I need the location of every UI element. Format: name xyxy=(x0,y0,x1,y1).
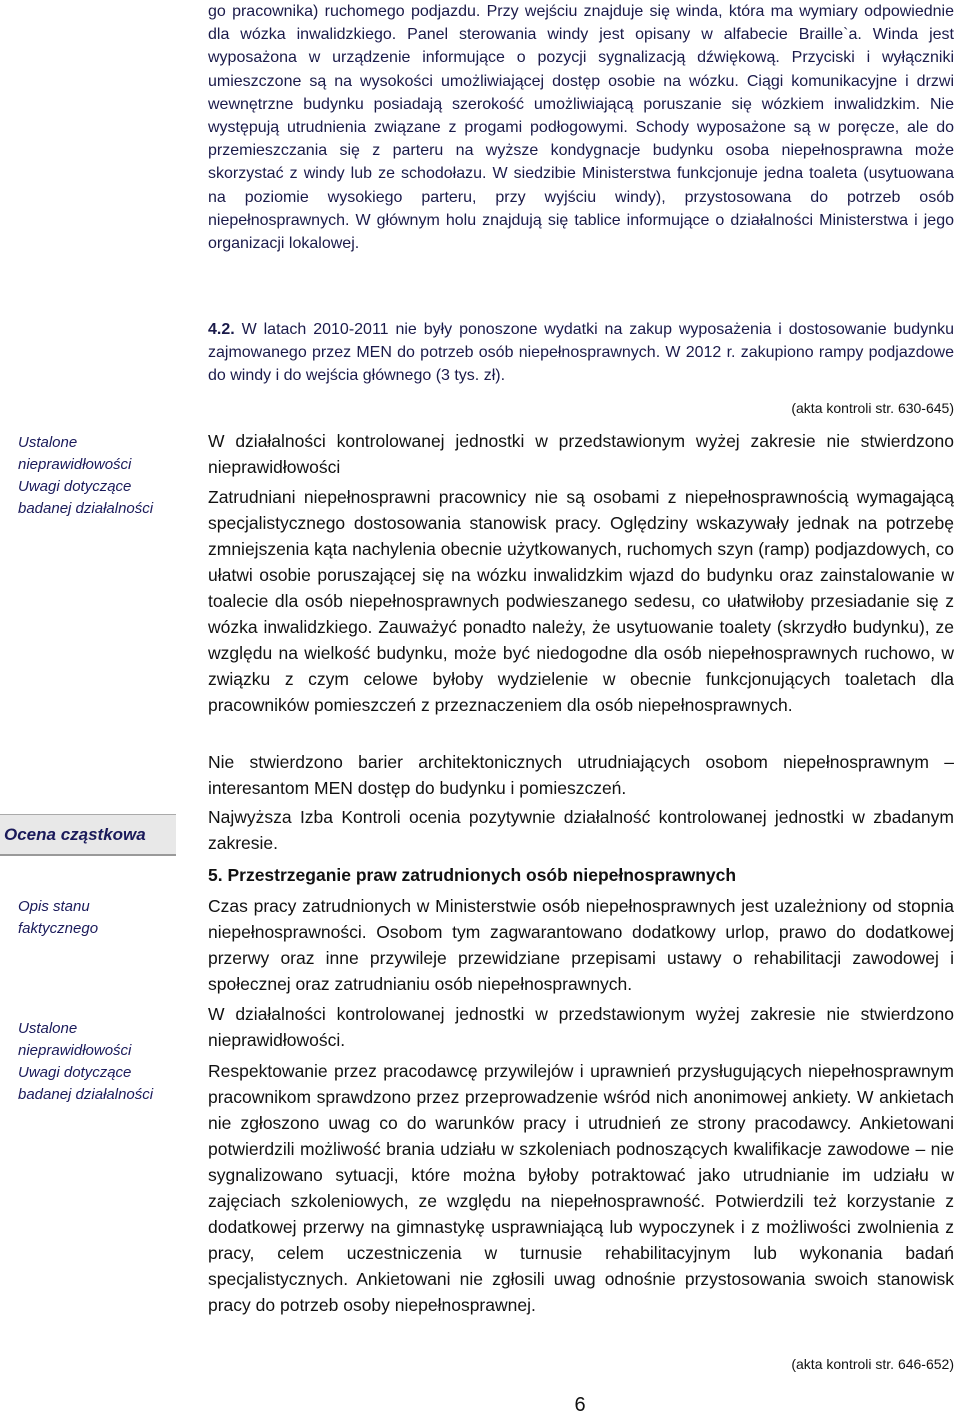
section-number: 4.2. xyxy=(208,321,235,338)
side-note-line: Ustalone xyxy=(18,434,78,451)
section-4-2 xyxy=(208,318,954,388)
section-text: W latach 2010-2011 nie były ponoszone wydatki na zakup wyposażenia i dostosowanie budynku zajmowanego przez MEN do potrzeb osób niepełnosprawnych. W 2012 r. zakupiono rampy podjazdowe do windy i do wejścia głównego (3 tys. zł). xyxy=(208,321,955,385)
remark-paragraph-2: Nie stwierdzono barier architektonicznych utrudniających osobom niepełnosprawnym – interesantom MEN dostęp do budynku i pomieszczeń. xyxy=(208,752,954,798)
section-5-paragraph: Czas pracy zatrudnionych w Ministerstwie osób niepełnosprawnych jest uzależniony od stopnia niepełnosprawności. Osobom tym zagwarantowano dodatkowy urlop, prawo do dodatkowej przerwy oraz inne przywileje przewidziane przepisami ustawy o rehabilitacji zawodowej i społecznej oraz zatrudnianiu osób niepełnosprawnych. xyxy=(208,896,954,994)
side-note-line: Opis stanu xyxy=(18,898,90,915)
side-note-line: Ustalone xyxy=(18,1020,78,1037)
remark-paragraph: Zatrudniani niepełnosprawni pracownicy nie są osobami z niepełnosprawnością wymagającą specjalistycznego dostosowania stanowisk pracy. Oględziny wskazywały jednak na potrzebę zmniejszenia kąta nachylenia obecnie użytkowanych, ruchomych szyn (ramp) podjazdowych, co ułatwi osobie poruszającej się na wózku inwalidzkim wjazd do budynku oraz zainstalowanie w toalecie dla osób niepełnosprawnych podwieszanego sedesu, co ułatwiłoby przesiadanie się z wózka inwalidzkiego. Zauważyć ponadto należy, że usytuowanie toalety (skrzydło budynku), ze względu na wielkość budynku, może być niedogodne dla osób niepełnosprawnych ruchowo, w związku z czym celowe byłoby wydzielenie w obecnie funkcjonujących toaletach dla pracowników pomieszczeń z przeznaczeniem dla osób niepełnosprawnych. xyxy=(208,487,954,715)
side-note-line: badanej działalności xyxy=(18,1086,154,1103)
finding-paragraph: W działalności kontrolowanej jednostki w przedstawionym wyżej zakresie nie stwierdzono nieprawidłowości xyxy=(208,431,954,477)
top-paragraph: go pracownika) ruchomego podjazdu. Przy wejściu znajduje się winda, która ma wymiary odpowiednie dla wózka inwalidzkiego. Panel sterowania windy jest opisany w alfabecie Braille`a. Winda jest wyposażona w urządzenie informujące o pozycji sygnalizacją dźwiękową. Przyciski i wyłączniki umieszczone są na wysokości umożliwiającej dostęp osobie na wózku. Ciągi komunikacyjne i drzwi wewnętrzne budynku posiadają szerokość umożliwiającą poruszanie się wózkiem inwalidzkim. Nie występują utrudnienia związane z progami podłogowymi. Schody wyposażone są w poręcze, ale do przemieszczania się z parteru na wyższe kondygnacje budynku osoba niepełnosprawna może skorzystać z windy lub ze schodołazu. W siedzibie Ministerstwa funkcjonuje jedna toaleta (usytuowana na poziomie wysokiego parteru, przy wyjściu windy), przystosowana do potrzeb osób niepełnosprawnych. W głównym holu znajdują się tablice informujące o działalności Ministerstwa i jego organizacji lokalowej. xyxy=(208,3,954,253)
side-note-facts xyxy=(18,896,188,940)
side-note-line: faktycznego xyxy=(18,920,99,937)
side-note-line: nieprawidłowości xyxy=(18,1042,132,1059)
side-note-line: nieprawidłowości xyxy=(18,456,132,473)
side-note-line: Uwagi dotyczące xyxy=(18,478,132,495)
partial-assessment-label: Ocena cząstkowa xyxy=(0,814,176,856)
section-5-remark: Respektowanie przez pracodawcę przywilejów i uprawnień przysługujących niepełnosprawnym pracownikom sprawdzono przez przeprowadzenie wśród nich anonimowej ankiety. W ankietach nie zgłoszono uwag co do warunków pracy i utrudnień ze strony pracodawcy. Ankietowani potwierdzili możliwość brania udziału w szkoleniach podnoszących kwalifikacje zawodowe – nie sygnalizowano sytuacji, które można byłoby potraktować jako utrudnianie im udziału w zajęciach szkoleniowych, ze względu na niepełnosprawność. Potwierdzili też korzystanie z dodatkowej przerwy na gimnastykę usprawniającą lub wypoczynek i z możliwości zwolnienia z pracy, celem uczestniczenia w turnusie rehabilitacyjnym lub wykonania badań specjalistycznych. Ankietowani nie zgłosili uwag odnośnie przystosowania swoich stanowisk pracy do potrzeb osoby niepełnosprawnej. xyxy=(208,1061,954,1315)
side-note-findings-2 xyxy=(18,1018,188,1106)
file-reference: (akta kontroli str. 630-645) xyxy=(791,400,954,416)
page-number: 6 xyxy=(574,1394,586,1416)
assessment-paragraph: Najwyższa Izba Kontroli ocenia pozytywnie działalność kontrolowanej jednostki w zbadanym zakresie. xyxy=(208,807,954,853)
side-note-line: Uwagi dotyczące xyxy=(18,1064,132,1081)
margin-notes xyxy=(0,0,190,1420)
side-note-line: badanej działalności xyxy=(18,500,154,517)
section-5-finding: W działalności kontrolowanej jednostki w przedstawionym wyżej zakresie nie stwierdzono nieprawidłowości. xyxy=(208,1004,954,1050)
file-reference-2: (akta kontroli str. 646-652) xyxy=(791,1356,954,1372)
side-note-findings xyxy=(18,432,188,520)
section-5-heading: 5. Przestrzeganie praw zatrudnionych osób niepełnosprawnych xyxy=(208,865,737,885)
